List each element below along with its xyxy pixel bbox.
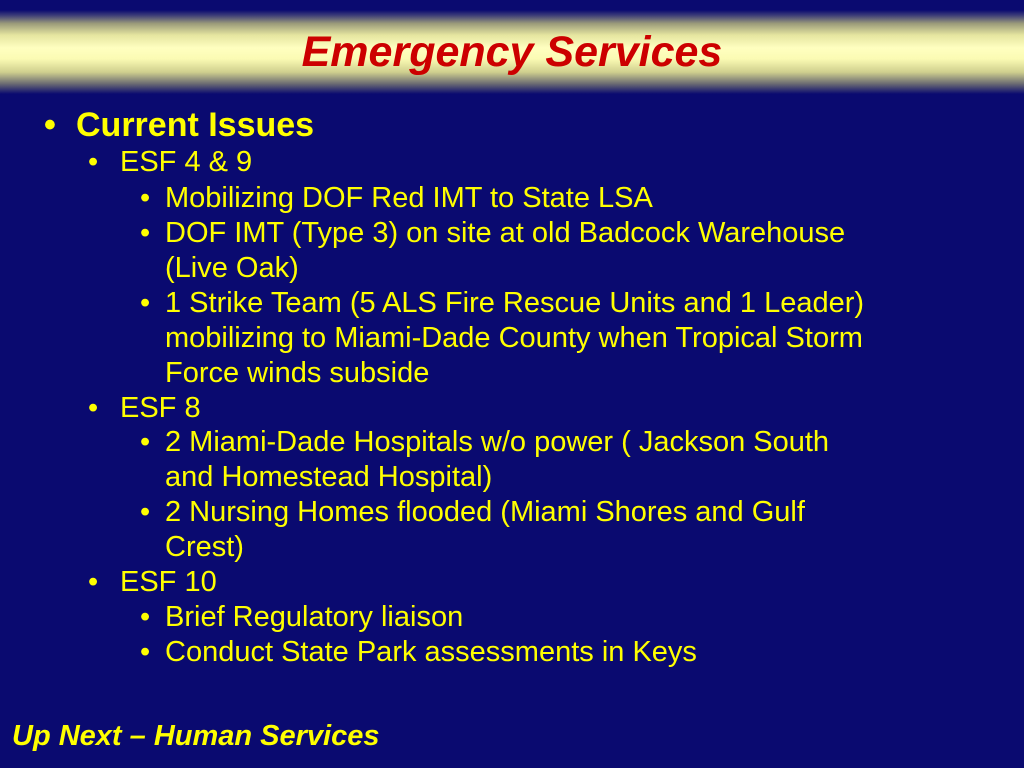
bullet-text: 2 Nursing Homes flooded (Miami Shores and Gulf bbox=[165, 496, 805, 528]
bullet-dot: • bbox=[140, 217, 151, 249]
bullet-text: mobilizing to Miami-Dade County when Tropical Storm bbox=[165, 322, 863, 354]
bullet-text: Crest) bbox=[165, 531, 244, 563]
bullet-dot: • bbox=[140, 496, 151, 528]
bullet-text: (Live Oak) bbox=[165, 252, 299, 284]
up-next-footer: Up Next – Human Services bbox=[12, 720, 380, 752]
bullet-text: Brief Regulatory liaison bbox=[165, 601, 464, 633]
bullet-text: Mobilizing DOF Red IMT to State LSA bbox=[165, 182, 653, 214]
bullet-text: Current Issues bbox=[76, 106, 315, 144]
bullet-text: 2 Miami-Dade Hospitals w/o power ( Jackson South bbox=[165, 426, 830, 458]
bullet-text: and Homestead Hospital) bbox=[165, 461, 493, 493]
bullet-dot: • bbox=[88, 392, 99, 424]
bullet-dot: • bbox=[140, 601, 151, 633]
bullet-dot: • bbox=[140, 182, 151, 214]
bullet-dot: • bbox=[140, 426, 151, 458]
bullet-text: ESF 10 bbox=[120, 566, 217, 598]
bullet-text: ESF 4 & 9 bbox=[120, 146, 253, 178]
bullet-text: Conduct State Park assessments in Keys bbox=[165, 636, 697, 668]
bullet-dot: • bbox=[88, 566, 99, 598]
bullet-dot: • bbox=[44, 106, 56, 144]
bullet-text: ESF 8 bbox=[120, 392, 201, 424]
bullet-dot: • bbox=[140, 636, 151, 668]
bullet-text: Force winds subside bbox=[165, 357, 430, 389]
bullet-dot: • bbox=[88, 146, 99, 178]
bullet-text: DOF IMT (Type 3) on site at old Badcock Warehouse bbox=[165, 217, 846, 249]
slide-title: Emergency Services bbox=[301, 28, 723, 76]
bullet-dot: • bbox=[140, 287, 151, 319]
bullet-text: 1 Strike Team (5 ALS Fire Rescue Units and 1 Leader) bbox=[165, 287, 865, 319]
